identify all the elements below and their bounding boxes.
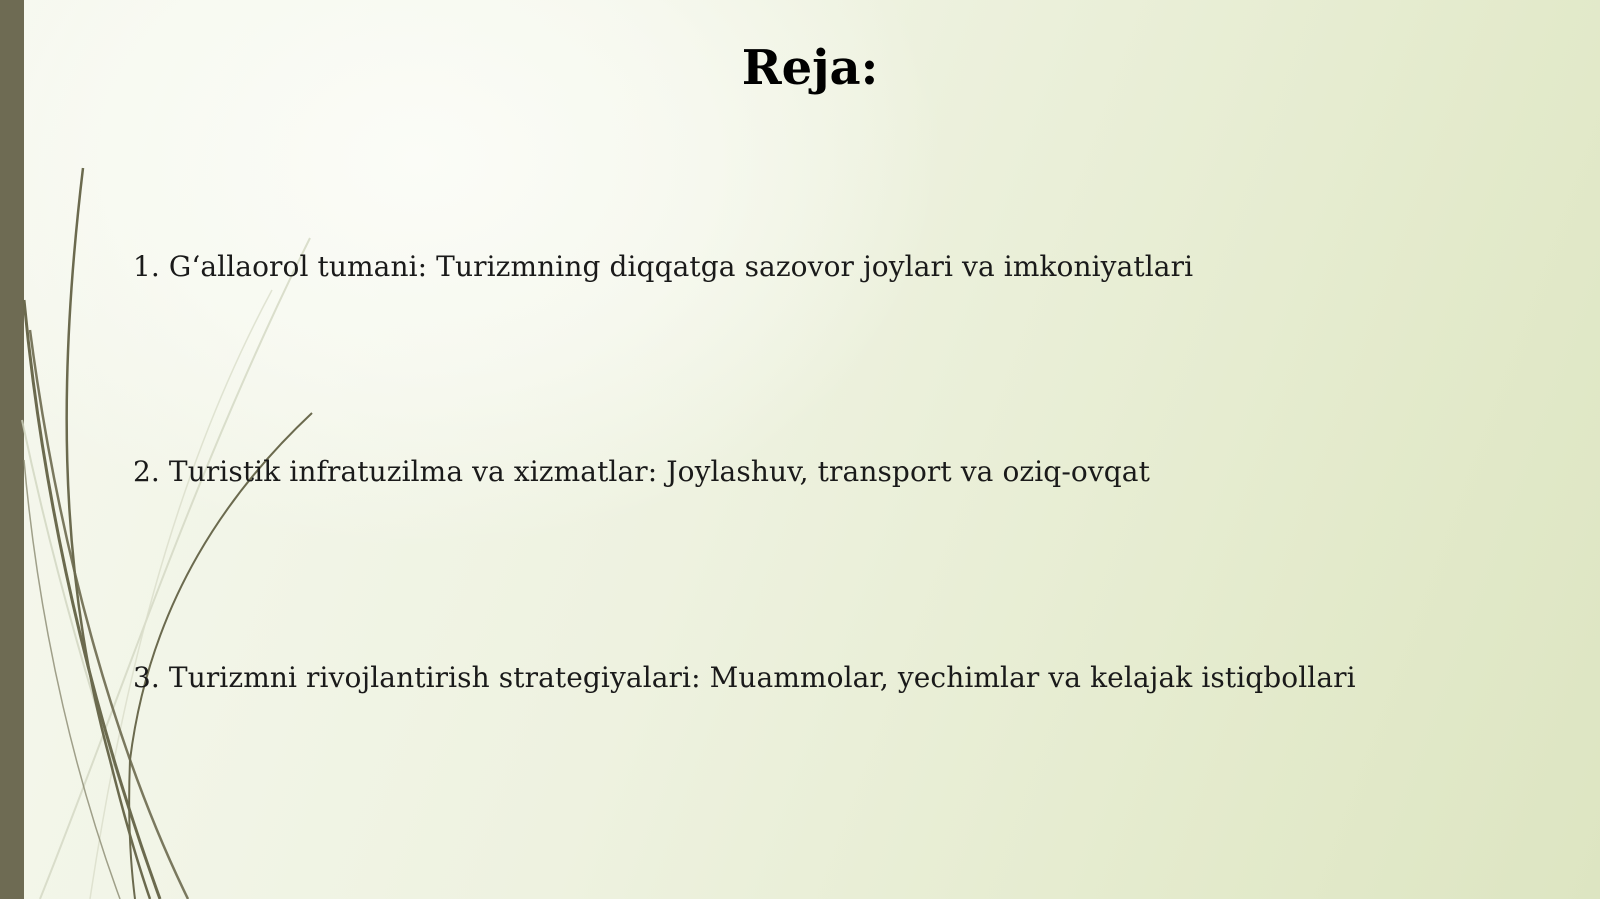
plan-item-2: 2. Turistik infratuzilma va xizmatlar: Joylashuv, transport va oziq-ovqat [133, 455, 1150, 488]
slide-title: Reja: [741, 40, 879, 96]
plan-item-3: 3. Turizmni rivojlantirish strategiyalari: Muammolar, yechimlar va kelajak istiqbollari [133, 661, 1356, 694]
grass-decoration [0, 0, 340, 899]
plan-item-1: 1. G‘allaorol tumani: Turizmning diqqatga sazovor joylari va imkoniyatlari [133, 250, 1194, 283]
